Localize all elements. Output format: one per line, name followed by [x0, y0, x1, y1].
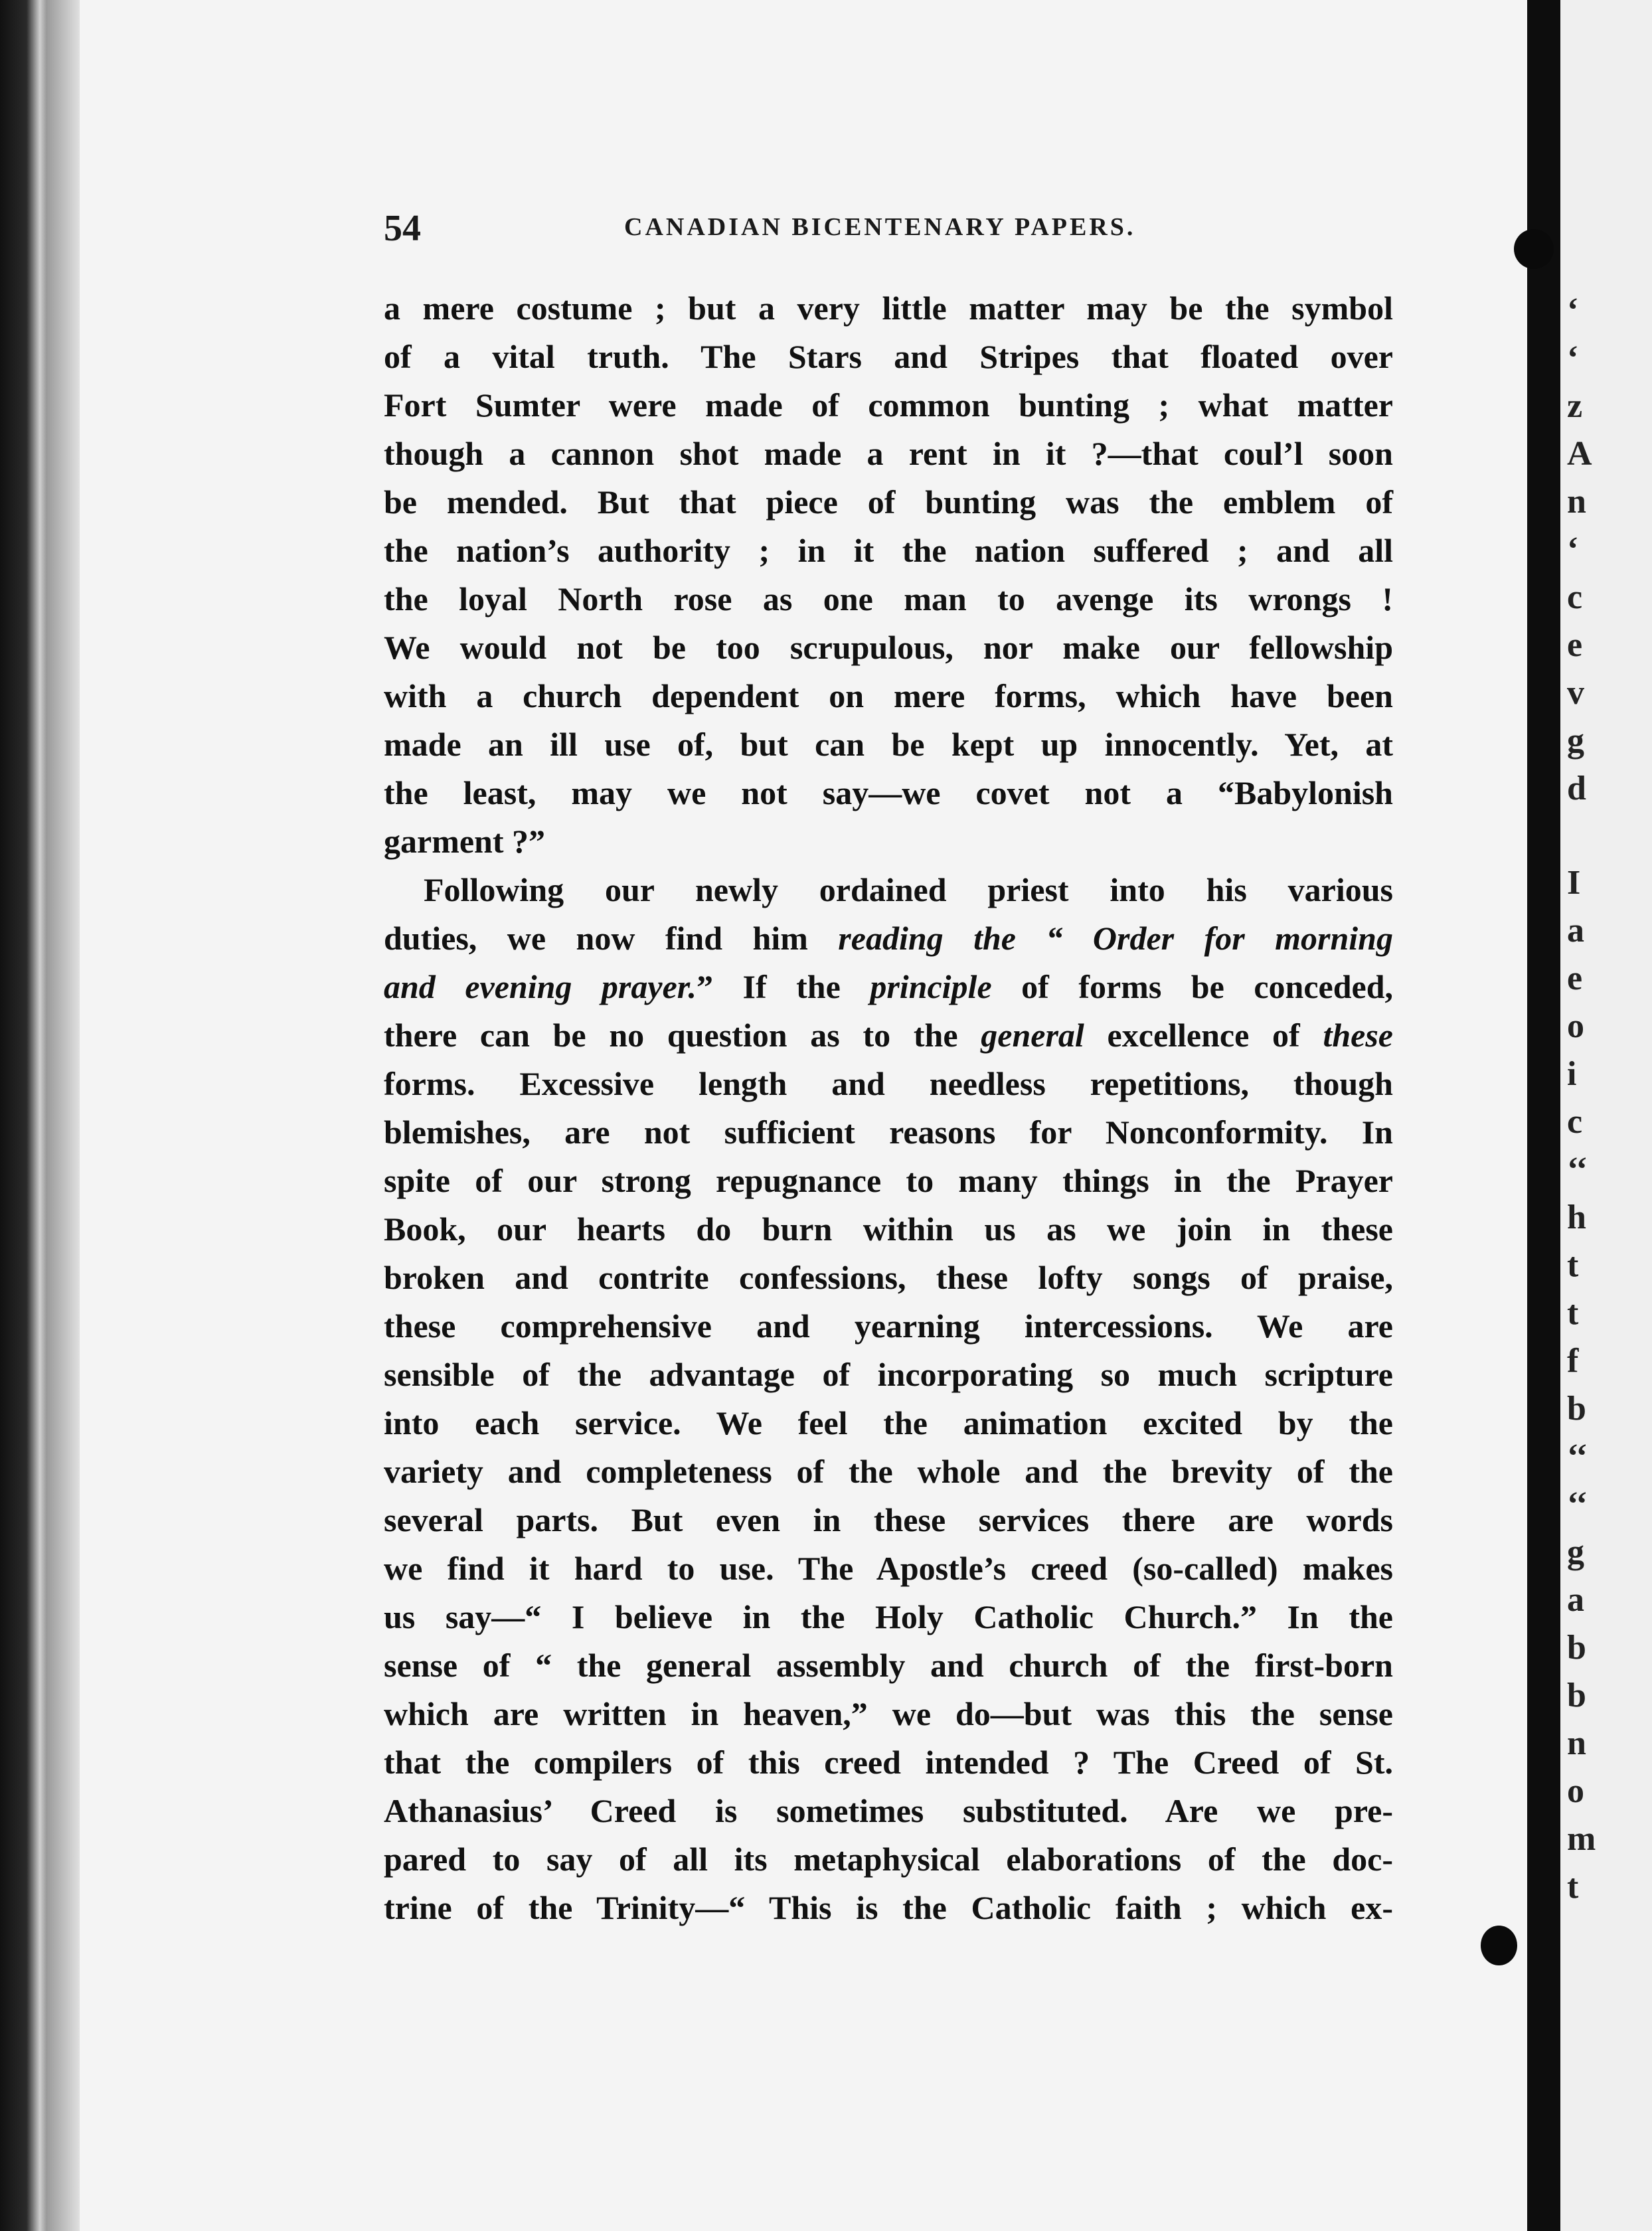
text-line: We would not be too scrupulous, nor make our fellowship [384, 629, 1393, 666]
text-line: of a vital truth. The Stars and Stripes that floated over [384, 338, 1393, 375]
text-line: a mere costume ; but a very little matter may be the symbol [384, 289, 1393, 327]
italic-span: reading the “ Order for morning [838, 920, 1393, 957]
text-line: we find it hard to use. The Apostle’s creed (so-called) makes [384, 1550, 1393, 1587]
text-line: which are written in heaven,” we do—but was this the sense [384, 1695, 1393, 1732]
text-span: of forms be conceded, [991, 968, 1394, 1005]
ink-blot [1514, 229, 1554, 269]
glyph-fragment: A [1567, 435, 1592, 473]
running-head: CANADIAN BICENTENARY PAPERS. [624, 213, 1136, 241]
glyph-fragment: b [1567, 1677, 1586, 1714]
text-line: garment ?” [384, 823, 545, 860]
text-line: spite of our strong repugnance to many things in the Prayer [384, 1162, 1393, 1199]
glyph-fragment: d [1567, 770, 1586, 807]
text-line-mixed [384, 963, 1393, 1011]
text-line-mixed [384, 1011, 1393, 1060]
glyph-fragment: ‘ [1567, 531, 1579, 568]
book-binding-edge [0, 0, 80, 2231]
glyph-fragment: m [1567, 1820, 1596, 1858]
book-gutter-shadow [1527, 0, 1560, 2231]
text-line: though a cannon shot made a rent in it ?—that coul’l soon [384, 435, 1393, 472]
glyph-fragment: n [1567, 483, 1586, 521]
italic-span: and evening prayer. [384, 968, 697, 1005]
text-line: the loyal North rose as one man to avenge its wrongs ! [384, 580, 1393, 618]
text-line: pared to say of all its metaphysical elaborations of the doc- [384, 1841, 1393, 1878]
italic-span: general [981, 1017, 1084, 1054]
text-line: blemishes, are not sufficient reasons for Nonconformity. In [384, 1114, 1393, 1151]
glyph-fragment: t [1567, 1294, 1579, 1332]
page-number: 54 [384, 208, 421, 249]
text-line-mixed [384, 914, 1393, 963]
glyph-fragment: c [1567, 1103, 1583, 1141]
text-line: into each service. We feel the animation excited by the [384, 1404, 1393, 1442]
text-line: these comprehensive and yearning intercessions. We are [384, 1307, 1393, 1345]
glyph-fragment: ‘‘ [1567, 1151, 1588, 1189]
glyph-fragment: f [1567, 1342, 1579, 1380]
italic-span: principle [870, 968, 992, 1005]
text-span: ” If the [696, 968, 870, 1005]
text-line: Book, our hearts do burn within us as we join in these [384, 1210, 1393, 1248]
text-span: excellence of [1084, 1017, 1323, 1054]
page-header [384, 207, 1393, 254]
text-line: sensible of the advantage of incorporating so much scripture [384, 1356, 1393, 1393]
glyph-fragment: o [1567, 1772, 1584, 1810]
glyph-fragment: ‘‘ [1567, 1485, 1588, 1523]
text-line: sense of “ the general assembly and church of the first-born [384, 1647, 1393, 1684]
body-text [384, 284, 1393, 1932]
glyph-fragment: a [1567, 912, 1584, 950]
facing-page-fragment [1560, 0, 1652, 2231]
glyph-fragment: e [1567, 959, 1583, 997]
glyph-fragment: g [1567, 722, 1584, 760]
glyph-fragment: a [1567, 1581, 1584, 1619]
text-line: Athanasius’ Creed is sometimes substituted. Are we pre- [384, 1792, 1393, 1829]
text-span: there can be no question as to the [384, 1017, 981, 1054]
glyph-fragment: h [1567, 1198, 1586, 1236]
text-line: us say—“ I believe in the Holy Catholic Church.” In the [384, 1598, 1393, 1635]
text-line: the nation’s authority ; in it the nation suffered ; and all [384, 532, 1393, 569]
glyph-fragment: b [1567, 1390, 1586, 1428]
glyph-fragment: t [1567, 1868, 1579, 1906]
text-line: broken and contrite confessions, these lofty songs of praise, [384, 1259, 1393, 1296]
text-line: with a church dependent on mere forms, which have been [384, 677, 1393, 714]
text-line: that the compilers of this creed intended ? The Creed of St. [384, 1744, 1393, 1781]
glyph-fragment: v [1567, 674, 1584, 712]
glyph-fragment: I [1567, 864, 1581, 902]
glyph-fragment: t [1567, 1246, 1579, 1284]
text-line: trine of the Trinity—“ This is the Catholic faith ; which ex- [384, 1889, 1393, 1926]
ink-blot [1481, 1926, 1517, 1965]
text-line: the least, may we not say—we covet not a “Babylonish [384, 774, 1393, 811]
glyph-fragment: g [1567, 1533, 1584, 1571]
italic-span: these [1323, 1017, 1393, 1054]
glyph-fragment: ‘ [1567, 291, 1579, 329]
text-span: duties, we now find him [384, 920, 839, 957]
glyph-fragment: o [1567, 1007, 1584, 1045]
glyph-fragment: c [1567, 578, 1583, 616]
glyph-fragment: ‘‘ [1567, 1438, 1588, 1475]
glyph-fragment: e [1567, 626, 1583, 664]
text-line: variety and completeness of the whole and the brevity of the [384, 1453, 1393, 1490]
glyph-fragment: z [1567, 387, 1583, 425]
glyph-fragment: i [1567, 1055, 1577, 1093]
text-line: be mended. But that piece of bunting was the emblem of [384, 483, 1393, 521]
glyph-fragment: n [1567, 1724, 1586, 1762]
glyph-fragment: ‘ [1567, 339, 1579, 377]
text-line: forms. Excessive length and needless repetitions, though [384, 1065, 1393, 1102]
text-line: made an ill use of, but can be kept up innocently. Yet, at [384, 726, 1393, 763]
text-line: several parts. But even in these services there are words [384, 1501, 1393, 1538]
text-line: Following our newly ordained priest into his various [424, 871, 1393, 908]
text-line: Fort Sumter were made of common bunting ; what matter [384, 386, 1393, 424]
glyph-fragment: b [1567, 1629, 1586, 1667]
